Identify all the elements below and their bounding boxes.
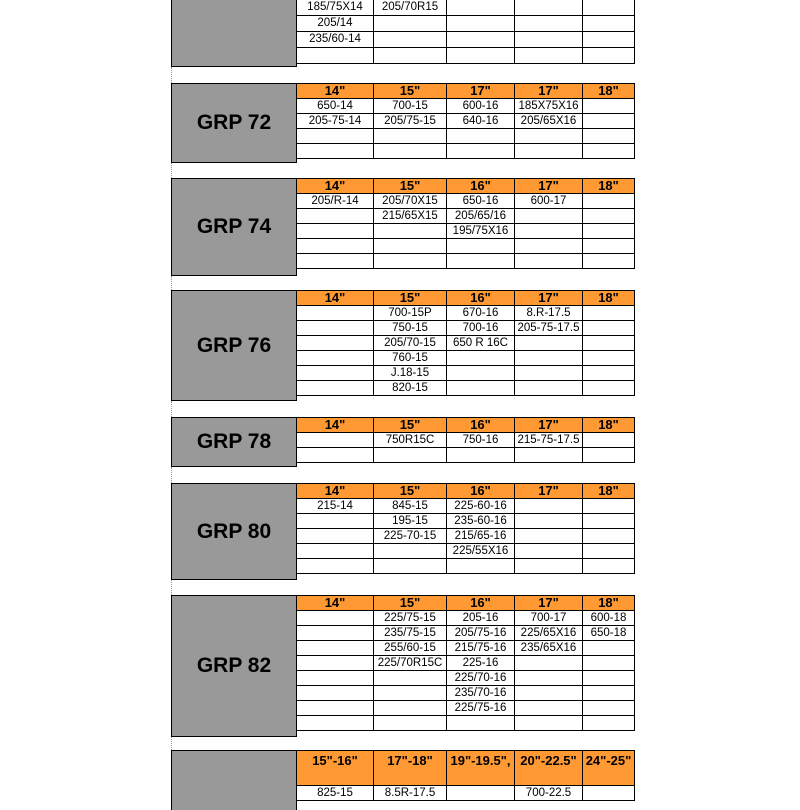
table-cell: [583, 433, 635, 448]
header-row: [297, 290, 635, 306]
column-header: 17": [515, 290, 583, 306]
table-cell: [297, 716, 374, 731]
table-row: [297, 786, 635, 801]
table-cell: 600-18: [583, 611, 635, 626]
group-block-grp-72: [171, 83, 635, 163]
column-header: 18": [583, 483, 635, 499]
table-row: [297, 656, 635, 671]
table-cell: [297, 144, 374, 159]
table-cell: 235/75-15: [374, 626, 447, 641]
table-cell: [515, 686, 583, 701]
table-cell: J.18-15: [374, 366, 447, 381]
table-row: [297, 716, 635, 731]
column-header: 14": [297, 83, 374, 99]
table-cell: 205/75-16: [447, 626, 515, 641]
column-header: 17"-18": [374, 750, 447, 786]
column-header: 20"-22.5": [515, 750, 583, 786]
table-row: [297, 32, 635, 48]
table-row: [297, 114, 635, 129]
table-cell: 700-22.5: [515, 786, 583, 801]
table-cell: [297, 641, 374, 656]
table-cell: [297, 701, 374, 716]
table-cell: [297, 671, 374, 686]
table-row: [297, 336, 635, 351]
table-cell: [297, 48, 374, 64]
table-cell: 195/75X16: [447, 224, 515, 239]
table-cell: [515, 16, 583, 32]
table-cell: [297, 129, 374, 144]
table-cell: 650 R 16C: [447, 336, 515, 351]
table-row: [297, 559, 635, 574]
group-block-grp-76: [171, 290, 635, 401]
table-row: [297, 499, 635, 514]
table-row: [297, 194, 635, 209]
table-row: [297, 0, 635, 16]
table-cell: 650-16: [447, 194, 515, 209]
table-cell: [447, 366, 515, 381]
table-row: [297, 381, 635, 396]
table-cell: [583, 129, 635, 144]
table-row: [297, 366, 635, 381]
table-cell: [583, 0, 635, 16]
table-row: [297, 626, 635, 641]
table-cell: [515, 559, 583, 574]
table-cell: [447, 16, 515, 32]
table-cell: [583, 254, 635, 269]
table-cell: 185X75X16: [515, 99, 583, 114]
table-cell: [374, 716, 447, 731]
table-cell: 195-15: [374, 514, 447, 529]
column-header: 17": [447, 83, 515, 99]
header-row: [297, 483, 635, 499]
column-header: 15": [374, 595, 447, 611]
table-cell: [297, 611, 374, 626]
column-header: 16": [447, 290, 515, 306]
table-row: [297, 448, 635, 463]
table-row: [297, 254, 635, 269]
table-row: [297, 351, 635, 366]
table-cell: [583, 786, 635, 801]
table-cell: 205-75-17.5: [515, 321, 583, 336]
table-cell: 845-15: [374, 499, 447, 514]
group-label: GRP 72: [171, 83, 297, 163]
table-cell: [297, 306, 374, 321]
table-cell: [374, 144, 447, 159]
table-cell: [583, 671, 635, 686]
table-row: [297, 224, 635, 239]
table-cell: [297, 656, 374, 671]
column-header: 15": [374, 417, 447, 433]
table-cell: 8.R-17.5: [515, 306, 583, 321]
table-cell: [515, 32, 583, 48]
table-cell: [583, 351, 635, 366]
table-cell: [447, 32, 515, 48]
table-cell: [447, 381, 515, 396]
header-row: [297, 417, 635, 433]
table-cell: [374, 544, 447, 559]
table-cell: [374, 671, 447, 686]
column-header: 14": [297, 417, 374, 433]
table-row: [297, 129, 635, 144]
separator: [171, 276, 174, 290]
table-cell: [515, 716, 583, 731]
column-header: 19"-19.5",: [447, 750, 515, 786]
size-table: [297, 417, 635, 467]
table-cell: [374, 16, 447, 32]
column-header: 17": [515, 595, 583, 611]
table-cell: [297, 224, 374, 239]
table-cell: 750R15C: [374, 433, 447, 448]
column-header: 16": [447, 178, 515, 194]
table-cell: [447, 559, 515, 574]
table-cell: 235-60-16: [447, 514, 515, 529]
separator: [171, 67, 174, 83]
table-cell: 205-75-14: [297, 114, 374, 129]
table-cell: [297, 254, 374, 269]
column-header: 24"-25": [583, 750, 635, 786]
table-cell: 225-16: [447, 656, 515, 671]
table-cell: 205/70R15: [374, 0, 447, 16]
table-cell: 225/75-15: [374, 611, 447, 626]
table-cell: [583, 48, 635, 64]
table-cell: 700-17: [515, 611, 583, 626]
table-row: [297, 209, 635, 224]
size-table: [297, 83, 635, 163]
separator: [171, 580, 174, 595]
table-cell: [374, 254, 447, 269]
table-cell: [297, 351, 374, 366]
header-row: [297, 83, 635, 99]
table-cell: 650-18: [583, 626, 635, 641]
column-header: 15": [374, 178, 447, 194]
group-block-grp-74: [171, 178, 635, 276]
table-cell: 670-16: [447, 306, 515, 321]
column-header: 17": [515, 483, 583, 499]
table-cell: 825-15: [297, 786, 374, 801]
header-row: [297, 750, 635, 786]
table-cell: 205/R-14: [297, 194, 374, 209]
table-cell: [297, 433, 374, 448]
table-cell: [297, 448, 374, 463]
table-cell: 235/60-14: [297, 32, 374, 48]
table-row: [297, 306, 635, 321]
table-cell: [515, 209, 583, 224]
table-cell: [297, 514, 374, 529]
table-cell: 235/65X16: [515, 641, 583, 656]
table-cell: [583, 366, 635, 381]
separator: [171, 401, 174, 417]
table-cell: [297, 559, 374, 574]
table-cell: [447, 0, 515, 16]
table-cell: [515, 129, 583, 144]
table-cell: [515, 48, 583, 64]
table-cell: [297, 239, 374, 254]
table-cell: 205/65X16: [515, 114, 583, 129]
group-label: GRP 78: [171, 417, 297, 467]
table-cell: 750-15: [374, 321, 447, 336]
table-cell: [583, 16, 635, 32]
group-block-grp-80: [171, 483, 635, 580]
size-table: [297, 290, 635, 401]
table-row: [297, 321, 635, 336]
size-table: [297, 483, 635, 580]
table-cell: 650-14: [297, 99, 374, 114]
table-cell: [297, 686, 374, 701]
group-label-cell: [171, 750, 297, 810]
table-cell: [583, 529, 635, 544]
table-cell: [297, 209, 374, 224]
column-header: 14": [297, 595, 374, 611]
table-cell: [515, 224, 583, 239]
column-header: 17": [515, 83, 583, 99]
group-label: GRP 74: [171, 178, 297, 276]
table-cell: 600-17: [515, 194, 583, 209]
table-cell: [515, 144, 583, 159]
table-cell: 215/75-16: [447, 641, 515, 656]
table-row: [297, 99, 635, 114]
table-cell: [374, 559, 447, 574]
separator: [171, 467, 174, 483]
table-cell: [515, 254, 583, 269]
table-cell: [447, 351, 515, 366]
column-header: 16": [447, 595, 515, 611]
table-cell: [374, 32, 447, 48]
table-cell: [515, 336, 583, 351]
table-cell: 205/75-15: [374, 114, 447, 129]
table-cell: 185/75X14: [297, 0, 374, 16]
table-cell: [447, 48, 515, 64]
table-cell: 700-15P: [374, 306, 447, 321]
table-cell: [297, 336, 374, 351]
table-cell: 215-14: [297, 499, 374, 514]
table-cell: [515, 351, 583, 366]
table-cell: [515, 544, 583, 559]
table-row: [297, 701, 635, 716]
table-cell: [297, 321, 374, 336]
table-row: [297, 433, 635, 448]
table-cell: [583, 641, 635, 656]
table-row: [297, 671, 635, 686]
group-label: GRP 76: [171, 290, 297, 401]
table-cell: [447, 448, 515, 463]
size-table: [297, 178, 635, 276]
group-block-grp-82: [171, 595, 635, 737]
table-cell: [447, 254, 515, 269]
table-cell: [583, 224, 635, 239]
table-cell: [583, 499, 635, 514]
table-cell: 225/75-16: [447, 701, 515, 716]
table-cell: [374, 686, 447, 701]
group-block-bottom-partial: [171, 750, 635, 810]
table-cell: 205-16: [447, 611, 515, 626]
table-cell: [297, 529, 374, 544]
column-header: 17": [515, 417, 583, 433]
group-label-cell: [171, 0, 297, 67]
table-cell: [583, 559, 635, 574]
table-cell: 700-16: [447, 321, 515, 336]
table-cell: [583, 544, 635, 559]
table-cell: 205/65/16: [447, 209, 515, 224]
table-cell: 215/65X15: [374, 209, 447, 224]
header-row: [297, 595, 635, 611]
table-cell: 215-75-17.5: [515, 433, 583, 448]
table-cell: [583, 716, 635, 731]
table-cell: 235/70-16: [447, 686, 515, 701]
table-cell: [515, 529, 583, 544]
group-label: GRP 82: [171, 595, 297, 737]
column-header: 16": [447, 483, 515, 499]
table-cell: 225-60-16: [447, 499, 515, 514]
header-row: [297, 178, 635, 194]
column-header: 18": [583, 595, 635, 611]
table-cell: [447, 786, 515, 801]
table-row: [297, 239, 635, 254]
table-cell: [297, 366, 374, 381]
table-cell: [515, 381, 583, 396]
table-cell: [515, 656, 583, 671]
column-header: 15": [374, 83, 447, 99]
table-row: [297, 686, 635, 701]
table-cell: [583, 381, 635, 396]
column-header: 14": [297, 178, 374, 194]
column-header: 15"-16": [297, 750, 374, 786]
table-cell: 820-15: [374, 381, 447, 396]
table-cell: [374, 129, 447, 144]
table-cell: [583, 514, 635, 529]
table-cell: [515, 239, 583, 254]
column-header: 18": [583, 290, 635, 306]
table-cell: [447, 239, 515, 254]
table-cell: [515, 701, 583, 716]
table-cell: 760-15: [374, 351, 447, 366]
table-row: [297, 529, 635, 544]
table-cell: [374, 701, 447, 716]
column-header: 15": [374, 483, 447, 499]
table-row: [297, 48, 635, 64]
table-cell: 700-15: [374, 99, 447, 114]
table-row: [297, 514, 635, 529]
column-header: 18": [583, 83, 635, 99]
table-cell: [374, 48, 447, 64]
table-cell: 225/55X16: [447, 544, 515, 559]
table-cell: [583, 32, 635, 48]
table-cell: [583, 99, 635, 114]
table-cell: 205/70X15: [374, 194, 447, 209]
column-header: 15": [374, 290, 447, 306]
table-row: [297, 16, 635, 32]
table-cell: 205/14: [297, 16, 374, 32]
table-cell: [583, 321, 635, 336]
table-cell: [583, 239, 635, 254]
table-row: [297, 544, 635, 559]
table-cell: [447, 129, 515, 144]
table-cell: [583, 194, 635, 209]
column-header: 14": [297, 290, 374, 306]
group-block-grp-78: [171, 417, 635, 467]
table-cell: [447, 144, 515, 159]
table-cell: [297, 626, 374, 641]
table-cell: 750-16: [447, 433, 515, 448]
table-cell: [297, 381, 374, 396]
table-cell: 225/65X16: [515, 626, 583, 641]
table-cell: [583, 336, 635, 351]
table-cell: 215/65-16: [447, 529, 515, 544]
table-cell: 8.5R-17.5: [374, 786, 447, 801]
table-cell: [515, 499, 583, 514]
column-header: 17": [515, 178, 583, 194]
table-cell: [583, 114, 635, 129]
separator: [171, 163, 174, 178]
table-cell: [374, 448, 447, 463]
table-cell: [515, 448, 583, 463]
table-cell: 225/70R15C: [374, 656, 447, 671]
table-cell: [515, 671, 583, 686]
table-cell: [447, 716, 515, 731]
size-table: [297, 0, 635, 67]
table-cell: [583, 209, 635, 224]
table-cell: [374, 239, 447, 254]
table-cell: [583, 701, 635, 716]
column-header: 14": [297, 483, 374, 499]
table-cell: 205/70-15: [374, 336, 447, 351]
table-cell: 255/60-15: [374, 641, 447, 656]
group-block-top-partial: [171, 0, 635, 67]
table-row: [297, 611, 635, 626]
table-cell: [515, 366, 583, 381]
size-table: [297, 750, 635, 810]
table-cell: [583, 686, 635, 701]
table-cell: [583, 448, 635, 463]
table-cell: [583, 656, 635, 671]
table-cell: [583, 144, 635, 159]
table-cell: [515, 0, 583, 16]
table-cell: 225-70-15: [374, 529, 447, 544]
size-table: [297, 595, 635, 737]
separator: [171, 737, 174, 750]
table-cell: [297, 544, 374, 559]
table-cell: 640-16: [447, 114, 515, 129]
column-header: 18": [583, 178, 635, 194]
column-header: 18": [583, 417, 635, 433]
column-header: 16": [447, 417, 515, 433]
group-label: GRP 80: [171, 483, 297, 580]
table-cell: 600-16: [447, 99, 515, 114]
table-cell: [374, 224, 447, 239]
table-cell: [583, 306, 635, 321]
table-row: [297, 641, 635, 656]
table-row: [297, 144, 635, 159]
table-cell: [515, 514, 583, 529]
table-cell: 225/70-16: [447, 671, 515, 686]
